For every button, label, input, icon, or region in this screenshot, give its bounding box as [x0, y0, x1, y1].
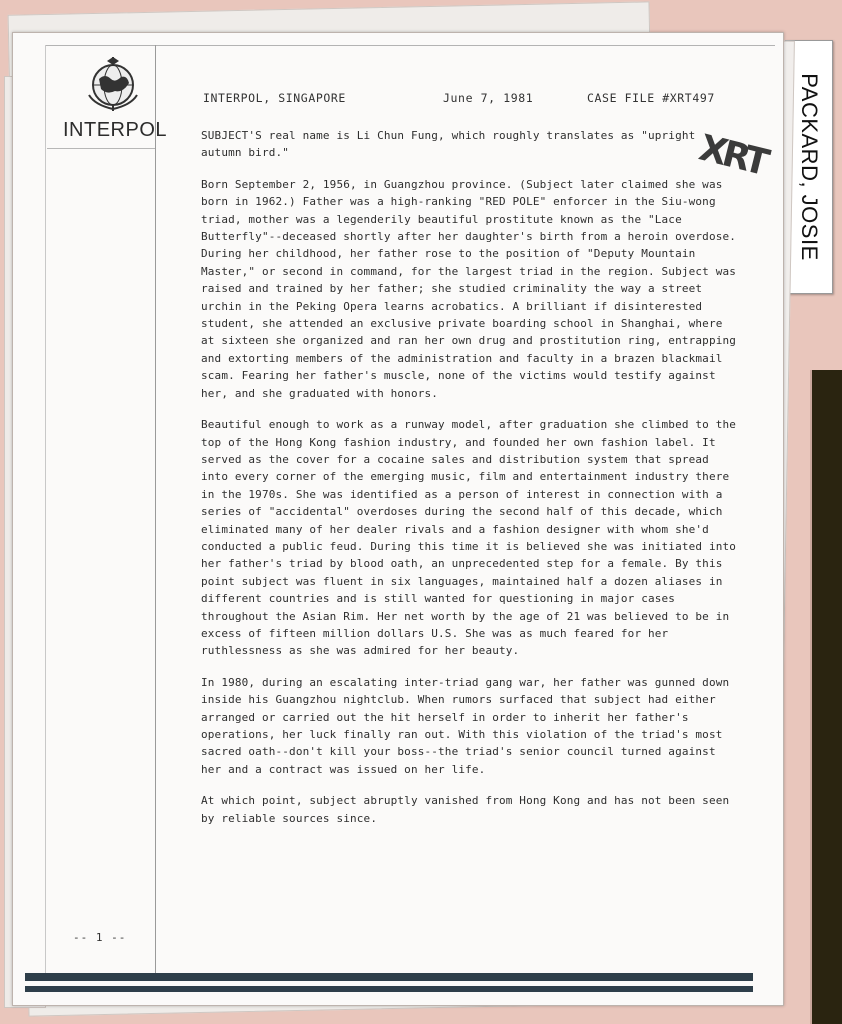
file-date: June 7, 1981 — [443, 91, 534, 105]
logo-text: INTERPOL — [63, 119, 168, 141]
folder-label-text: PACKARD, JOSIE — [797, 73, 822, 261]
footer-bar — [25, 973, 753, 981]
logo-rule — [47, 148, 155, 149]
footer-bar — [25, 986, 753, 992]
paragraph-gang-war: In 1980, during an escalating inter-triad gang war, her father was gunned down inside his Guangzhou nightclub. When rumors surfaced that subject had either arranged or carried out the hit herself in order to inherit her father's operations, her luck finally ran out. With this violation of the triad's most sacred oath--don't kill your boss--the triad's senior council turned against her and a contract was issued on her life. — [201, 675, 730, 776]
page-rule — [45, 45, 46, 973]
case-file-page — [12, 32, 784, 1006]
office-name: INTERPOL, SINGAPORE — [203, 91, 346, 105]
paragraph-vanished: At which point, subject abruptly vanished from Hong Kong and has not been seen by reliable sources since. — [201, 794, 730, 825]
report-body — [201, 127, 741, 841]
paragraph-career: Beautiful enough to work as a runway model, after graduation she climbed to the top of the Hong Kong fashion industry, and founded her own fashion label. It served as the cover for a cocaine sales and distribution system that spread into every corner of the emerging music, film and entertainment industry there in the 1970s. She was identified as a person of interest in connection with a series of "accidental" overdoses during the second half of this decade, which eliminated many of her dealer rivals and a fashion designer with whom she'd conducted a public feud. During this time it is believed she was initiated into her father's triad by blood oath, an unprecedented step for a female. By this point subject was fluent in six languages, maintained half a dozen aliases in different countries and is still wanted for questioning in major cases throughout the Asian Rim. Her net worth by the age of 21 was believed to be in excess of fifteen million dollars U.S. She was as much feared for her ruthlessness as she was admired for her beauty. — [201, 418, 737, 658]
page-number: -- 1 -- — [73, 931, 127, 944]
paragraph-background: Born September 2, 1956, in Guangzhou province. (Subject later claimed she was born in 1962.) Father was a high-ranking "RED POLE" enforcer in the Siu-wong triad, mother was a legenderily beautiful prostitute known as the "Lace Butterfly"--deceased shortly after her daughter's birth from a heroin overdose. During her childhood, her father rose to the position of "Deputy Mountain Master," or second in command, for the largest triad in the region. Subject was raised and trained by her father; she studied criminality the way a street urchin in the Peking Opera learns acrobatics. A brilliant if disinterested student, she attended an exclusive private boarding school in Shanghai, where at sixteen she organized and ran her own drug and prostitution ring, entrapping and extorting members of the administration and faculty in a brazen blackmail scam. Fearing her father's muscle, none of the victims would testify against her, and she graduated with honors. — [201, 177, 737, 400]
case-file-number: CASE FILE #XRT497 — [587, 91, 715, 105]
paragraph-name: SUBJECT'S real name is Li Chun Fung, which roughly translates as "upright autumn bird." — [201, 129, 696, 160]
margin-rule — [155, 45, 156, 973]
xrt-stamp: XRT — [695, 127, 770, 184]
globe-emblem-icon — [85, 55, 141, 113]
interpol-logo — [63, 55, 168, 147]
